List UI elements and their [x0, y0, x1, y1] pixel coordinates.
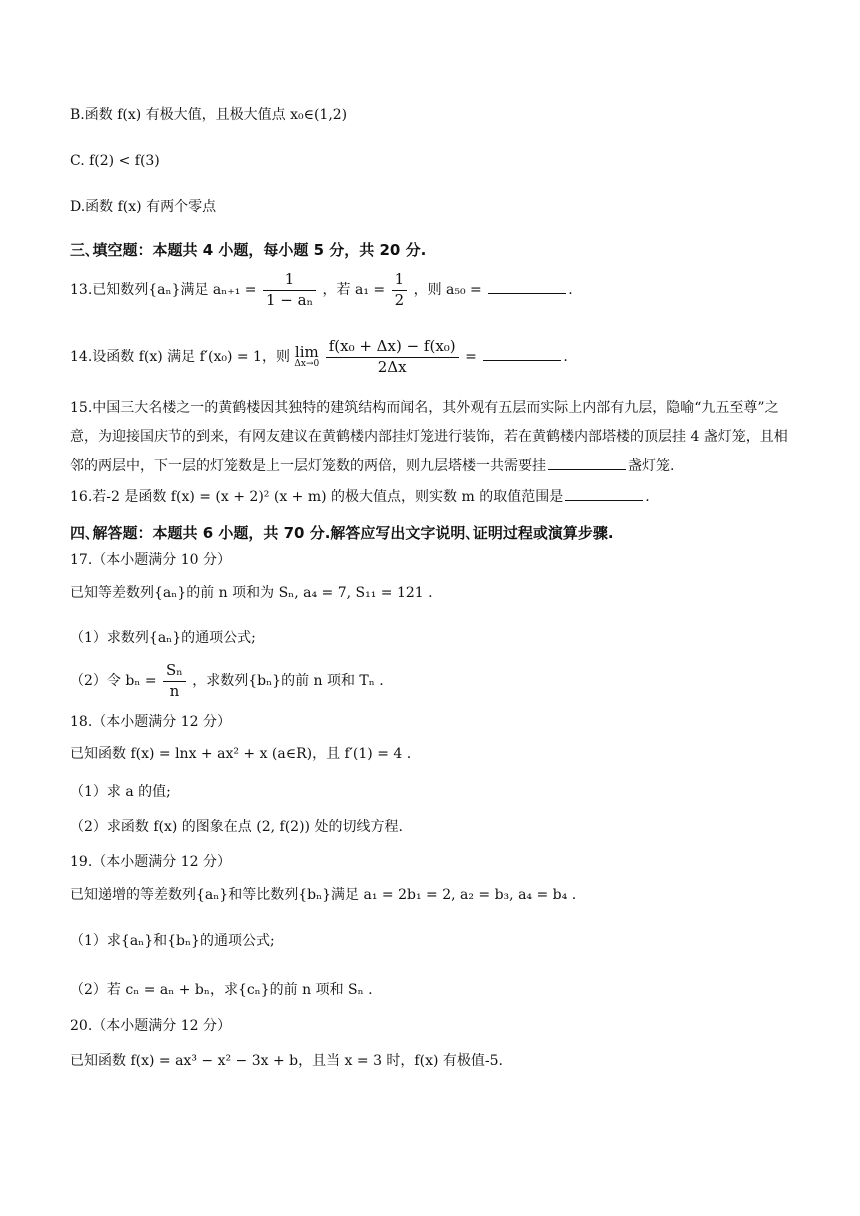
q18-part-1: （1）求 a 的值;: [70, 784, 171, 800]
q14-answer-blank[interactable]: [483, 348, 561, 361]
q14-frac-denominator: 2Δx: [326, 357, 459, 378]
q19-stem: 已知递增的等差数列{aₙ}和等比数列{bₙ}满足 a₁ = 2b₁ = 2, a₂ = b₃, a₄ = b₄ .: [70, 887, 577, 903]
q13-fraction: [263, 270, 316, 310]
q14-lim-word: lim: [294, 343, 319, 361]
option-d: D.函数 f(x) 有两个零点: [70, 199, 217, 215]
q17-p2-prefix: （2）令 bₙ =: [70, 673, 157, 689]
q18-stem: 已知函数 f(x) = lnx + ax² + x (a∈R)，且 f′(1) = 4 .: [70, 746, 412, 762]
q19-part-1: （1）求{aₙ}和{bₙ}的通项公式;: [70, 933, 275, 949]
q19-part-2: （2）若 cₙ = aₙ + bₙ，求{cₙ}的前 n 项和 Sₙ .: [70, 982, 373, 998]
q17-fraction: [163, 661, 186, 701]
q16-end: .: [645, 489, 650, 505]
q13-frac2-denominator: 2: [392, 290, 408, 311]
question-15: [70, 394, 795, 481]
q14-prefix: 14.设函数 f(x) 满足 f′(x₀) = 1，则: [70, 349, 290, 365]
q15-end: 盏灯笼.: [628, 458, 675, 474]
option-b: B.函数 f(x) 有极大值，且极大值点 x₀∈(1,2): [70, 107, 348, 123]
q18-heading: 18.（本小题满分 12 分）: [70, 714, 231, 730]
q13-prefix: 13.已知数列{aₙ}满足 aₙ₊₁ =: [70, 282, 257, 298]
q20-heading: 20.（本小题满分 12 分）: [70, 1018, 231, 1034]
q14-lim-sub: Δx→0: [294, 359, 320, 369]
question-13: [70, 270, 800, 310]
q13-frac-denominator: 1 − aₙ: [263, 290, 316, 311]
q14-end: .: [563, 349, 568, 365]
q17-heading: 17.（本小题满分 10 分）: [70, 552, 231, 568]
q20-stem: 已知函数 f(x) = ax³ − x² − 3x + b，且当 x = 3 时，f(x) 有极值-5.: [70, 1053, 503, 1069]
q17-p2-suffix: ，求数列{bₙ}的前 n 项和 Tₙ .: [192, 673, 384, 689]
section-3-heading: 三､填空题：本题共 4 小题，每小题 5 分，共 20 分.: [70, 241, 427, 259]
q14-fraction: [326, 337, 459, 377]
q18-part-2: （2）求函数 f(x) 的图象在点 (2, f(2)) 处的切线方程.: [70, 819, 403, 835]
question-14: [70, 337, 800, 377]
q13-frac2-numerator: 1: [394, 270, 405, 288]
question-16: [70, 488, 800, 506]
option-c: C. f(2) < f(3): [70, 153, 160, 169]
q13-fraction-2: [392, 270, 408, 310]
q13-frac-numerator: 1: [284, 270, 295, 288]
q17-frac-denominator: n: [163, 681, 186, 702]
q17-stem: 已知等差数列{aₙ}的前 n 项和为 Sₙ, a₄ = 7, S₁₁ = 121 .: [70, 585, 433, 601]
q14-eq: =: [465, 349, 477, 365]
q15-answer-blank[interactable]: [548, 457, 626, 470]
q14-frac-numerator: f(x₀ + Δx) − f(x₀): [328, 337, 456, 355]
q13-mid: ，若 a₁ =: [322, 282, 386, 298]
q14-limit: [294, 345, 319, 369]
q17-frac-numerator: Sₙ: [166, 661, 183, 679]
q13-answer-blank[interactable]: [488, 281, 566, 294]
q16-answer-blank[interactable]: [565, 488, 643, 501]
section-4-heading: 四､解答题：本题共 6 小题，共 70 分.解答应写出文字说明､证明过程或演算步骤.: [70, 524, 614, 542]
q13-suffix: ，则 a₅₀ =: [413, 282, 482, 298]
q17-part-2: [70, 661, 800, 701]
q13-end: .: [568, 282, 573, 298]
q16-text: 16.若-2 是函数 f(x) = (x + 2)² (x + m) 的极大值点，则实数 m 的取值范围是: [70, 489, 564, 505]
q15-text: 15.中国三大名楼之一的黄鹤楼因其独特的建筑结构而闻名，其外观有五层而实际上内部有九层，隐喻“九五至尊”之意，为迎接国庆节的到来，有网友建议在黄鹤楼内部挂灯笼进行装饰，若在黄鹤楼内部塔楼的顶层挂 4 盏灯笼，且相邻的两层中，下一层的灯笼数是上一层灯笼数的两倍，则九层塔楼一共需要挂: [70, 400, 788, 474]
q17-part-1: （1）求数列{aₙ}的通项公式;: [70, 630, 256, 646]
q19-heading: 19.（本小题满分 12 分）: [70, 854, 231, 870]
